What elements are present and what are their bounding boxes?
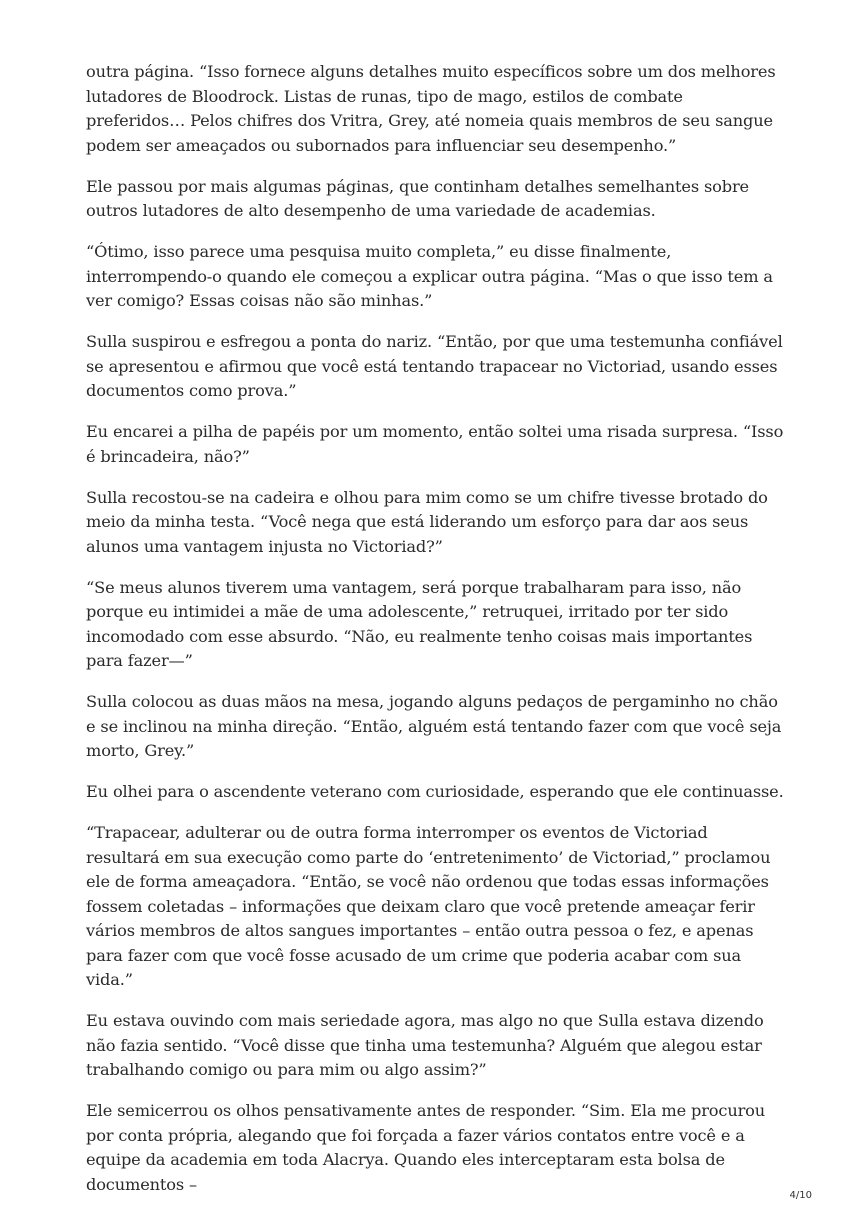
paragraph: Ele passou por mais algumas páginas, que continham detalhes semelhantes sobre outros lutadores de alto desempenho de uma variedade de academias. xyxy=(86,176,749,220)
paragraph: “Ótimo, isso parece uma pesquisa muito completa,” eu disse finalmente, interrompendo-o quando ele começou a explicar outra página. “Mas o que isso tem a ver comigo? Essas coisas não são minhas.” xyxy=(86,242,773,310)
paragraph: Eu olhei para o ascendente veterano com curiosidade, esperando que ele continuasse. xyxy=(86,782,784,801)
document-body xyxy=(86,60,786,1214)
paragraph: Sulla colocou as duas mãos na mesa, jogando alguns pedaços de pergaminho no chão e se inclinou na minha direção. “Então, alguém está tentando fazer com que você seja morto, Grey.” xyxy=(86,692,782,760)
paragraph: Sulla suspirou e esfregou a ponta do nariz. “Então, por que uma testemunha confiável se apresentou e afirmou que você está tentando trapacear no Victoriad, usando esses documentos como prova.” xyxy=(86,332,783,400)
page-number: 4/10 xyxy=(789,1190,812,1201)
paragraph: Eu estava ouvindo com mais seriedade agora, mas algo no que Sulla estava dizendo não fazia sentido. “Você disse que tinha uma testemunha? Alguém que alegou estar trabalhando comigo ou para mim ou algo assim?” xyxy=(86,1011,764,1079)
paragraph: Eu encarei a pilha de papéis por um momento, então soltei uma risada surpresa. “Isso é brincadeira, não?” xyxy=(86,422,784,466)
paragraph: outra página. “Isso fornece alguns detalhes muito específicos sobre um dos melhores lutadores de Bloodrock. Listas de runas, tipo de mago, estilos de combate preferidos… Pelos chifres dos Vritra, Grey, até nomeia quais membros de seu sangue podem ser ameaçados ou subornados para influenciar seu desempenho.” xyxy=(86,62,776,155)
paragraph: “Trapacear, adulterar ou de outra forma interromper os eventos de Victoriad resultará em sua execução como parte do ‘entretenimento’ de Victoriad,” proclamou ele de forma ameaçadora. “Então, se você não ordenou que todas essas informações fossem coletadas – informações que deixam claro que você pretende ameaçar ferir vários membros de altos sangues importantes – então outra pessoa o fez, e apenas para fazer com que você fosse acusado de um crime que poderia acabar com sua vida.” xyxy=(86,823,771,989)
paragraph: Ele semicerrou os olhos pensativamente antes de responder. “Sim. Ela me procurou por conta própria, alegando que foi forçada a fazer vários contatos entre você e a equipe da academia em toda Alacrya. Quando eles interceptaram esta bolsa de documentos – xyxy=(86,1101,766,1194)
paragraph: “Se meus alunos tiverem uma vantagem, será porque trabalharam para isso, não porque eu intimidei a mãe de uma adolescente,” retruquei, irritado por ter sido incomodado com esse absurdo. “Não, eu realmente tenho coisas mais importantes para fazer—” xyxy=(86,577,753,670)
paragraph: Sulla recostou-se na cadeira e olhou para mim como se um chifre tivesse brotado do meio da minha testa. “Você nega que está liderando um esforço para dar aos seus alunos uma vantagem injusta no Victoriad?” xyxy=(86,487,768,556)
